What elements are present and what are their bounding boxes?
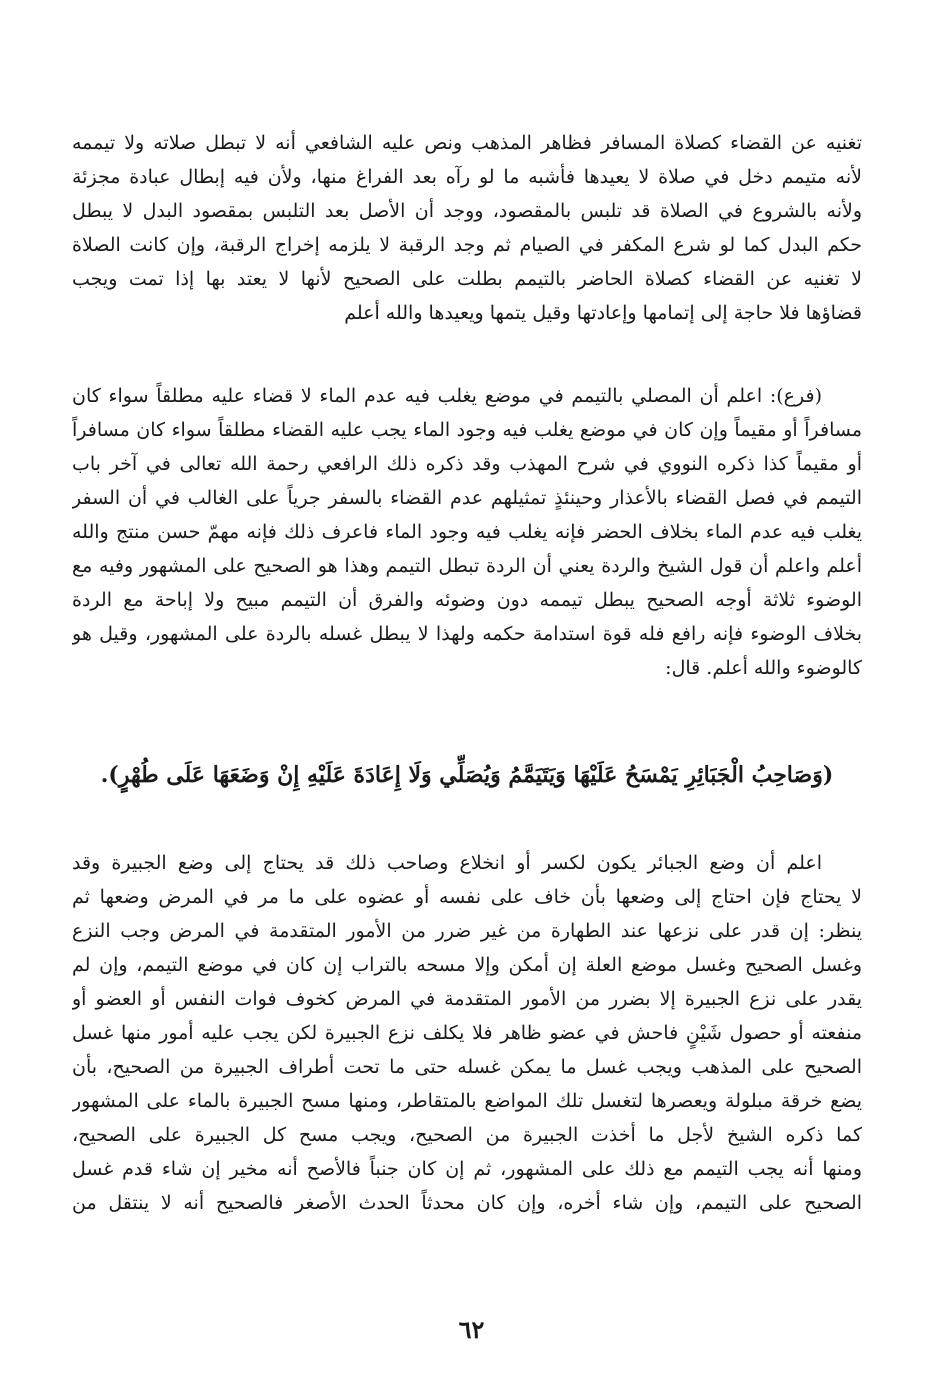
text-line: اعلم أن وضع الجبائر يكون لكسر أو انخلاع وصاحب ذلك قد يحتاج إلى وضع الجبيرة وقد — [72, 852, 822, 874]
text-line: لا يحتاج فإن احتاج إلى وضعها بأن خاف على نفسه أو عضوه على ما مر في المرض وضعها ثم — [72, 886, 862, 908]
paragraph-far — [72, 379, 862, 685]
text-line: ينظر: إن قدر على نزعها عند الطهارة من غير ضرر من الأمور المتقدمة في المرض وجب النزع — [72, 920, 862, 942]
text-line: الوضوء ثلاثة أوجه الصحيح يبطل تيممه دون وضوئه والفرق أن التيمم مبيح ولا إباحة مع الردة — [72, 589, 862, 611]
text-line: تغنيه عن القضاء كصلاة المسافر فظاهر المذهب ونص عليه الشافعي أنه لا تبطل صلاته ولا تيممه — [72, 132, 862, 154]
text-line: لأنه متيمم دخل في صلاة لا يعيدها فأشبه ما لو رآه بعد الفراغ منها، ولأن فيه إبطال عبادة مجزئة — [72, 166, 862, 188]
text-line: وغسل الصحيح وغسل موضع العلة إن أمكن وإلا مسحه بالتراب إن كان في موضع التيمم، وإن لم — [72, 954, 862, 976]
page-number: ٦٢ — [458, 1315, 485, 1344]
text-line: يغلب فيه عدم الماء بخلاف الحضر فإنه يغلب فيه وجود الماء فاعرف ذلك فإنه مهمّ حسن منتج والله — [72, 521, 862, 543]
text-line: مسافراً أو مقيماً وإن كان في موضع يغلب فيه وجود الماء يجب عليه القضاء مطلقاً سواء كان مسافراً — [72, 419, 862, 441]
paragraph-continuation — [72, 126, 862, 330]
text-line: لا تغنيه عن القضاء كصلاة الحاضر بالتيمم بطلت على الصحيح لأنها لا يعتد بها إذا تمت ويجب — [72, 268, 862, 290]
text-line: الصحيح على التيمم، وإن شاء أخره، وإن كان محدثاً الحدث الأصغر فالصحيح أنه لا ينتقل من — [72, 1192, 862, 1214]
text-line: ولأنه بالشروع في الصلاة قد تلبس بالمقصود، ووجد أن الأصل بعد التلبس بمقصود البدل لا يبطل — [72, 200, 862, 222]
text-line: الصحيح على المذهب ويجب غسل ما يمكن غسله حتى ما تحت أطراف الجبيرة من الصحيح، بأن — [72, 1056, 862, 1078]
text-line: بخلاف الوضوء فإنه رافع فله قوة استدامة حكمه ولهذا لا يبطل غسله بالردة على المشهور، وقيل هو — [72, 623, 862, 645]
text-line: ومنها أنه يجب التيمم مع ذلك على المشهور، ثم إن كان جنباً فالأصح أنه مخير إن شاء قدم غسل — [72, 1158, 862, 1180]
text-line: قضاؤها فلا حاجة إلى إتمامها وإعادتها وقيل يتمها ويعيدها والله أعلم — [344, 302, 862, 324]
text-line: كما ذكره الشيخ لأجل ما أخذت الجبيرة من الصحيح، ويجب مسح كل الجبيرة على الصحيح، — [72, 1124, 862, 1146]
text-line: (فرع): اعلم أن المصلي بالتيمم في موضع يغلب فيه عدم الماء لا قضاء عليه مطلقاً سواء كان — [72, 385, 822, 407]
text-line: التيمم في فصل القضاء بالأعذار وحينئذٍ تمثيلهم عدم القضاء بالسفر جرياً على الغالب في أن السفر — [72, 487, 862, 509]
text-line: يضع خرقة مبلولة ويعصرها لتغسل تلك المواضع بالمتقاطر، ومنها مسح الجبيرة بالماء على المشهور — [72, 1090, 862, 1112]
text-line: أو مقيماً كذا ذكره النووي في شرح المهذب وقد ذكره ذلك الرافعي رحمة الله تعالى في آخر باب — [72, 453, 862, 475]
matn-quote: (وَصَاحِبُ الْجَبَائِرِ يَمْسَحُ عَلَيْهَا وَيَتَيَمَّمُ وَيُصَلِّي وَلَا إِعَادَةَ عَلَيْهِ إِنْ وَضَعَهَا عَلَى طُهْرٍ). — [100, 762, 834, 788]
paragraph-commentary — [72, 846, 862, 1220]
text-line: أعلم واعلم أن قول الشيخ والردة يعني أن الردة تبطل التيمم وهذا هو الصحيح على المشهور وفيه مع — [72, 555, 862, 577]
text-line: منفعته أو حصول شَيْنٍ فاحش في عضو ظاهر فلا يكلف نزع الجبيرة لكن يجب عليه أمور منها غسل — [72, 1022, 862, 1044]
text-line: يقدر على نزع الجبيرة إلا بضرر من الأمور المتقدمة في المرض كخوف فوات النفس أو العضو أو — [72, 988, 862, 1010]
text-line: حكم البدل كما لو شرع المكفر في الصيام ثم وجد الرقبة لا يلزمه إخراج الرقبة، وإن كانت الصلاة — [72, 234, 862, 256]
text-line: كالوضوء والله أعلم. قال: — [665, 657, 862, 679]
